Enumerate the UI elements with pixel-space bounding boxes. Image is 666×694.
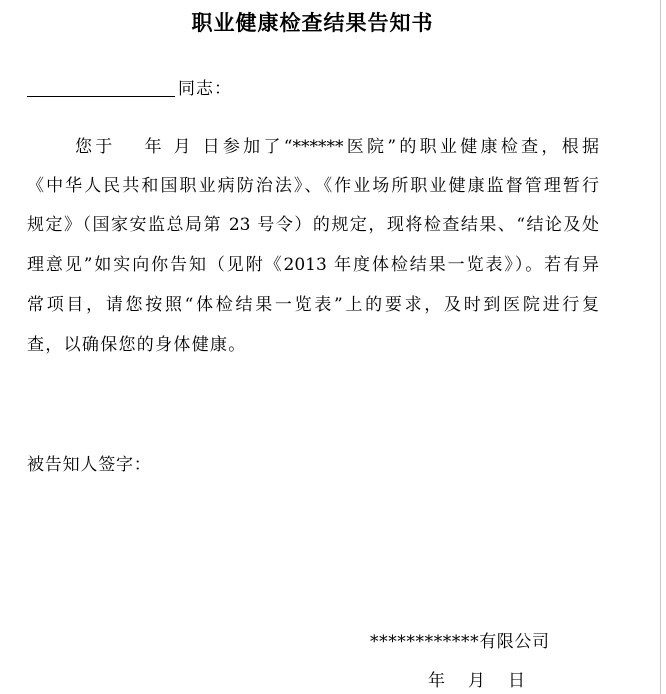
date-line: 年 月 日 (428, 671, 528, 691)
page-edge-divider (660, 0, 661, 694)
body-line: 常项目，请您按照“体检结果一览表”上的要求，及时到医院进行复 (27, 295, 599, 315)
body-line: 您于 年 月 日参加了“******医院”的职业健康检查，根据 (75, 137, 599, 157)
body-line: 理意见”如实向你告知（见附《2013 年度体检结果一览表》）。若有异 (27, 255, 599, 275)
signature-label: 被告知人签字： (27, 455, 152, 475)
salutation-suffix: 同志： (178, 79, 232, 99)
body-line: 规定》（国家安监总局第 23 号令）的规定，现将检查结果、“结论及处 (27, 215, 599, 235)
company-name: ************有限公司 (370, 632, 550, 652)
body-line: 查，以确保您的身体健康。 (27, 335, 247, 355)
body-line: 《中华人民共和国职业病防治法》、《作业场所职业健康监督管理暂行 (27, 176, 599, 196)
recipient-name-blank (27, 96, 175, 97)
document-title: 职业健康检查结果告知书 (191, 11, 434, 35)
